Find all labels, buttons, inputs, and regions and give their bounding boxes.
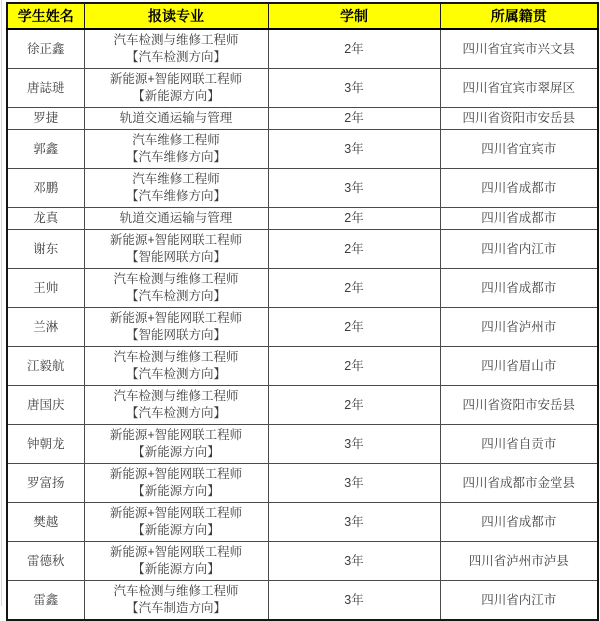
duration-cell: 2年 <box>268 230 440 269</box>
major-cell <box>84 169 268 208</box>
table-row <box>7 347 598 386</box>
major-cell <box>84 308 268 347</box>
student-name-cell: 樊越 <box>7 503 84 542</box>
hometown-cell: 四川省成都市金堂县 <box>440 464 598 503</box>
hometown-cell: 四川省宜宾市翠屏区 <box>440 69 598 108</box>
hometown-cell: 四川省成都市 <box>440 169 598 208</box>
student-name-cell: 郭鑫 <box>7 130 84 169</box>
duration-cell: 3年 <box>268 542 440 581</box>
major-title: 新能源+智能网联工程师 <box>109 428 243 442</box>
table-row <box>7 69 598 108</box>
major-title: 汽车维修工程师 <box>132 133 220 147</box>
major-title: 汽车维修工程师 <box>132 172 220 186</box>
major-title: 汽车检测与维修工程师 <box>113 33 239 47</box>
hometown-cell: 四川省成都市 <box>440 269 598 308</box>
table-row <box>7 130 598 169</box>
table-row <box>7 542 598 581</box>
duration-cell: 3年 <box>268 130 440 169</box>
student-name-cell: 唐国庆 <box>7 386 84 425</box>
student-name-cell: 雷鑫 <box>7 581 84 621</box>
duration-cell: 3年 <box>268 169 440 208</box>
major-direction: 【新能源方向】 <box>132 445 220 459</box>
hometown-cell: 四川省宜宾市 <box>440 130 598 169</box>
major-cell <box>84 347 268 386</box>
column-header-student-name: 学生姓名 <box>7 3 84 29</box>
major-title: 轨道交通运输与管理 <box>119 211 233 225</box>
major-cell <box>84 425 268 464</box>
major-title: 新能源+智能网联工程师 <box>109 467 243 481</box>
major-cell <box>84 108 268 130</box>
major-direction: 【汽车检测方向】 <box>125 406 226 420</box>
duration-cell: 3年 <box>268 425 440 464</box>
major-direction: 【智能网联方向】 <box>125 328 226 342</box>
hometown-cell: 四川省成都市 <box>440 503 598 542</box>
duration-cell: 2年 <box>268 29 440 69</box>
major-cell <box>84 208 268 230</box>
student-name-cell: 兰淋 <box>7 308 84 347</box>
major-cell <box>84 230 268 269</box>
major-direction: 【新能源方向】 <box>132 523 220 537</box>
major-direction: 【汽车检测方向】 <box>125 50 226 64</box>
hometown-cell: 四川省眉山市 <box>440 347 598 386</box>
student-name-cell: 钟朝龙 <box>7 425 84 464</box>
student-name-cell: 王帅 <box>7 269 84 308</box>
hometown-cell: 四川省宜宾市兴文县 <box>440 29 598 69</box>
major-title: 汽车检测与维修工程师 <box>113 272 239 286</box>
major-cell <box>84 581 268 621</box>
major-title: 汽车检测与维修工程师 <box>113 389 239 403</box>
duration-cell: 3年 <box>268 69 440 108</box>
table-row <box>7 269 598 308</box>
student-name-cell: 罗富扬 <box>7 464 84 503</box>
student-name-cell: 唐誌琎 <box>7 69 84 108</box>
duration-cell: 3年 <box>268 503 440 542</box>
hometown-cell: 四川省自贡市 <box>440 425 598 464</box>
major-direction: 【汽车检测方向】 <box>125 367 226 381</box>
column-header-hometown: 所属籍贯 <box>440 3 598 29</box>
duration-cell: 2年 <box>268 108 440 130</box>
duration-cell: 2年 <box>268 208 440 230</box>
table-header-row <box>7 3 598 29</box>
table-row <box>7 425 598 464</box>
major-direction: 【汽车维修方向】 <box>125 189 226 203</box>
table-row <box>7 581 598 621</box>
student-name-cell: 江毅航 <box>7 347 84 386</box>
major-direction: 【汽车制造方向】 <box>125 601 226 615</box>
table-row <box>7 108 598 130</box>
duration-cell: 3年 <box>268 581 440 621</box>
student-name-cell: 龙真 <box>7 208 84 230</box>
major-direction: 【新能源方向】 <box>132 89 220 103</box>
major-cell <box>84 69 268 108</box>
major-cell <box>84 503 268 542</box>
major-title: 轨道交通运输与管理 <box>119 111 233 125</box>
major-title: 新能源+智能网联工程师 <box>109 233 243 247</box>
major-direction: 【汽车检测方向】 <box>125 289 226 303</box>
major-cell <box>84 464 268 503</box>
student-name-cell: 邓鹏 <box>7 169 84 208</box>
student-roster-table <box>6 2 599 621</box>
major-direction: 【汽车维修方向】 <box>125 150 226 164</box>
major-direction: 【智能网联方向】 <box>125 250 226 264</box>
major-title: 新能源+智能网联工程师 <box>109 72 243 86</box>
duration-cell: 2年 <box>268 386 440 425</box>
student-name-cell: 徐正鑫 <box>7 29 84 69</box>
table-row <box>7 464 598 503</box>
major-title: 新能源+智能网联工程师 <box>109 545 243 559</box>
major-cell <box>84 130 268 169</box>
column-header-major: 报读专业 <box>84 3 268 29</box>
student-name-cell: 谢东 <box>7 230 84 269</box>
major-cell <box>84 29 268 69</box>
table-row <box>7 208 598 230</box>
hometown-cell: 四川省资阳市安岳县 <box>440 386 598 425</box>
student-name-cell: 雷德秋 <box>7 542 84 581</box>
hometown-cell: 四川省内江市 <box>440 230 598 269</box>
hometown-cell: 四川省内江市 <box>440 581 598 621</box>
major-direction: 【新能源方向】 <box>132 562 220 576</box>
hometown-cell: 四川省泸州市 <box>440 308 598 347</box>
duration-cell: 3年 <box>268 464 440 503</box>
sheet-edge-line <box>1 0 2 606</box>
major-cell <box>84 542 268 581</box>
table-row <box>7 308 598 347</box>
hometown-cell: 四川省成都市 <box>440 208 598 230</box>
hometown-cell: 四川省泸州市泸县 <box>440 542 598 581</box>
major-title: 新能源+智能网联工程师 <box>109 506 243 520</box>
student-name-cell: 罗捷 <box>7 108 84 130</box>
duration-cell: 2年 <box>268 269 440 308</box>
table-row <box>7 386 598 425</box>
duration-cell: 2年 <box>268 308 440 347</box>
major-title: 新能源+智能网联工程师 <box>109 311 243 325</box>
major-cell <box>84 386 268 425</box>
student-roster-table-wrap <box>6 2 599 621</box>
table-row <box>7 29 598 69</box>
column-header-duration: 学制 <box>268 3 440 29</box>
major-title: 汽车检测与维修工程师 <box>113 584 239 598</box>
table-row <box>7 503 598 542</box>
table-row <box>7 230 598 269</box>
major-direction: 【新能源方向】 <box>132 484 220 498</box>
duration-cell: 2年 <box>268 347 440 386</box>
major-title: 汽车检测与维修工程师 <box>113 350 239 364</box>
hometown-cell: 四川省资阳市安岳县 <box>440 108 598 130</box>
major-cell <box>84 269 268 308</box>
table-row <box>7 169 598 208</box>
